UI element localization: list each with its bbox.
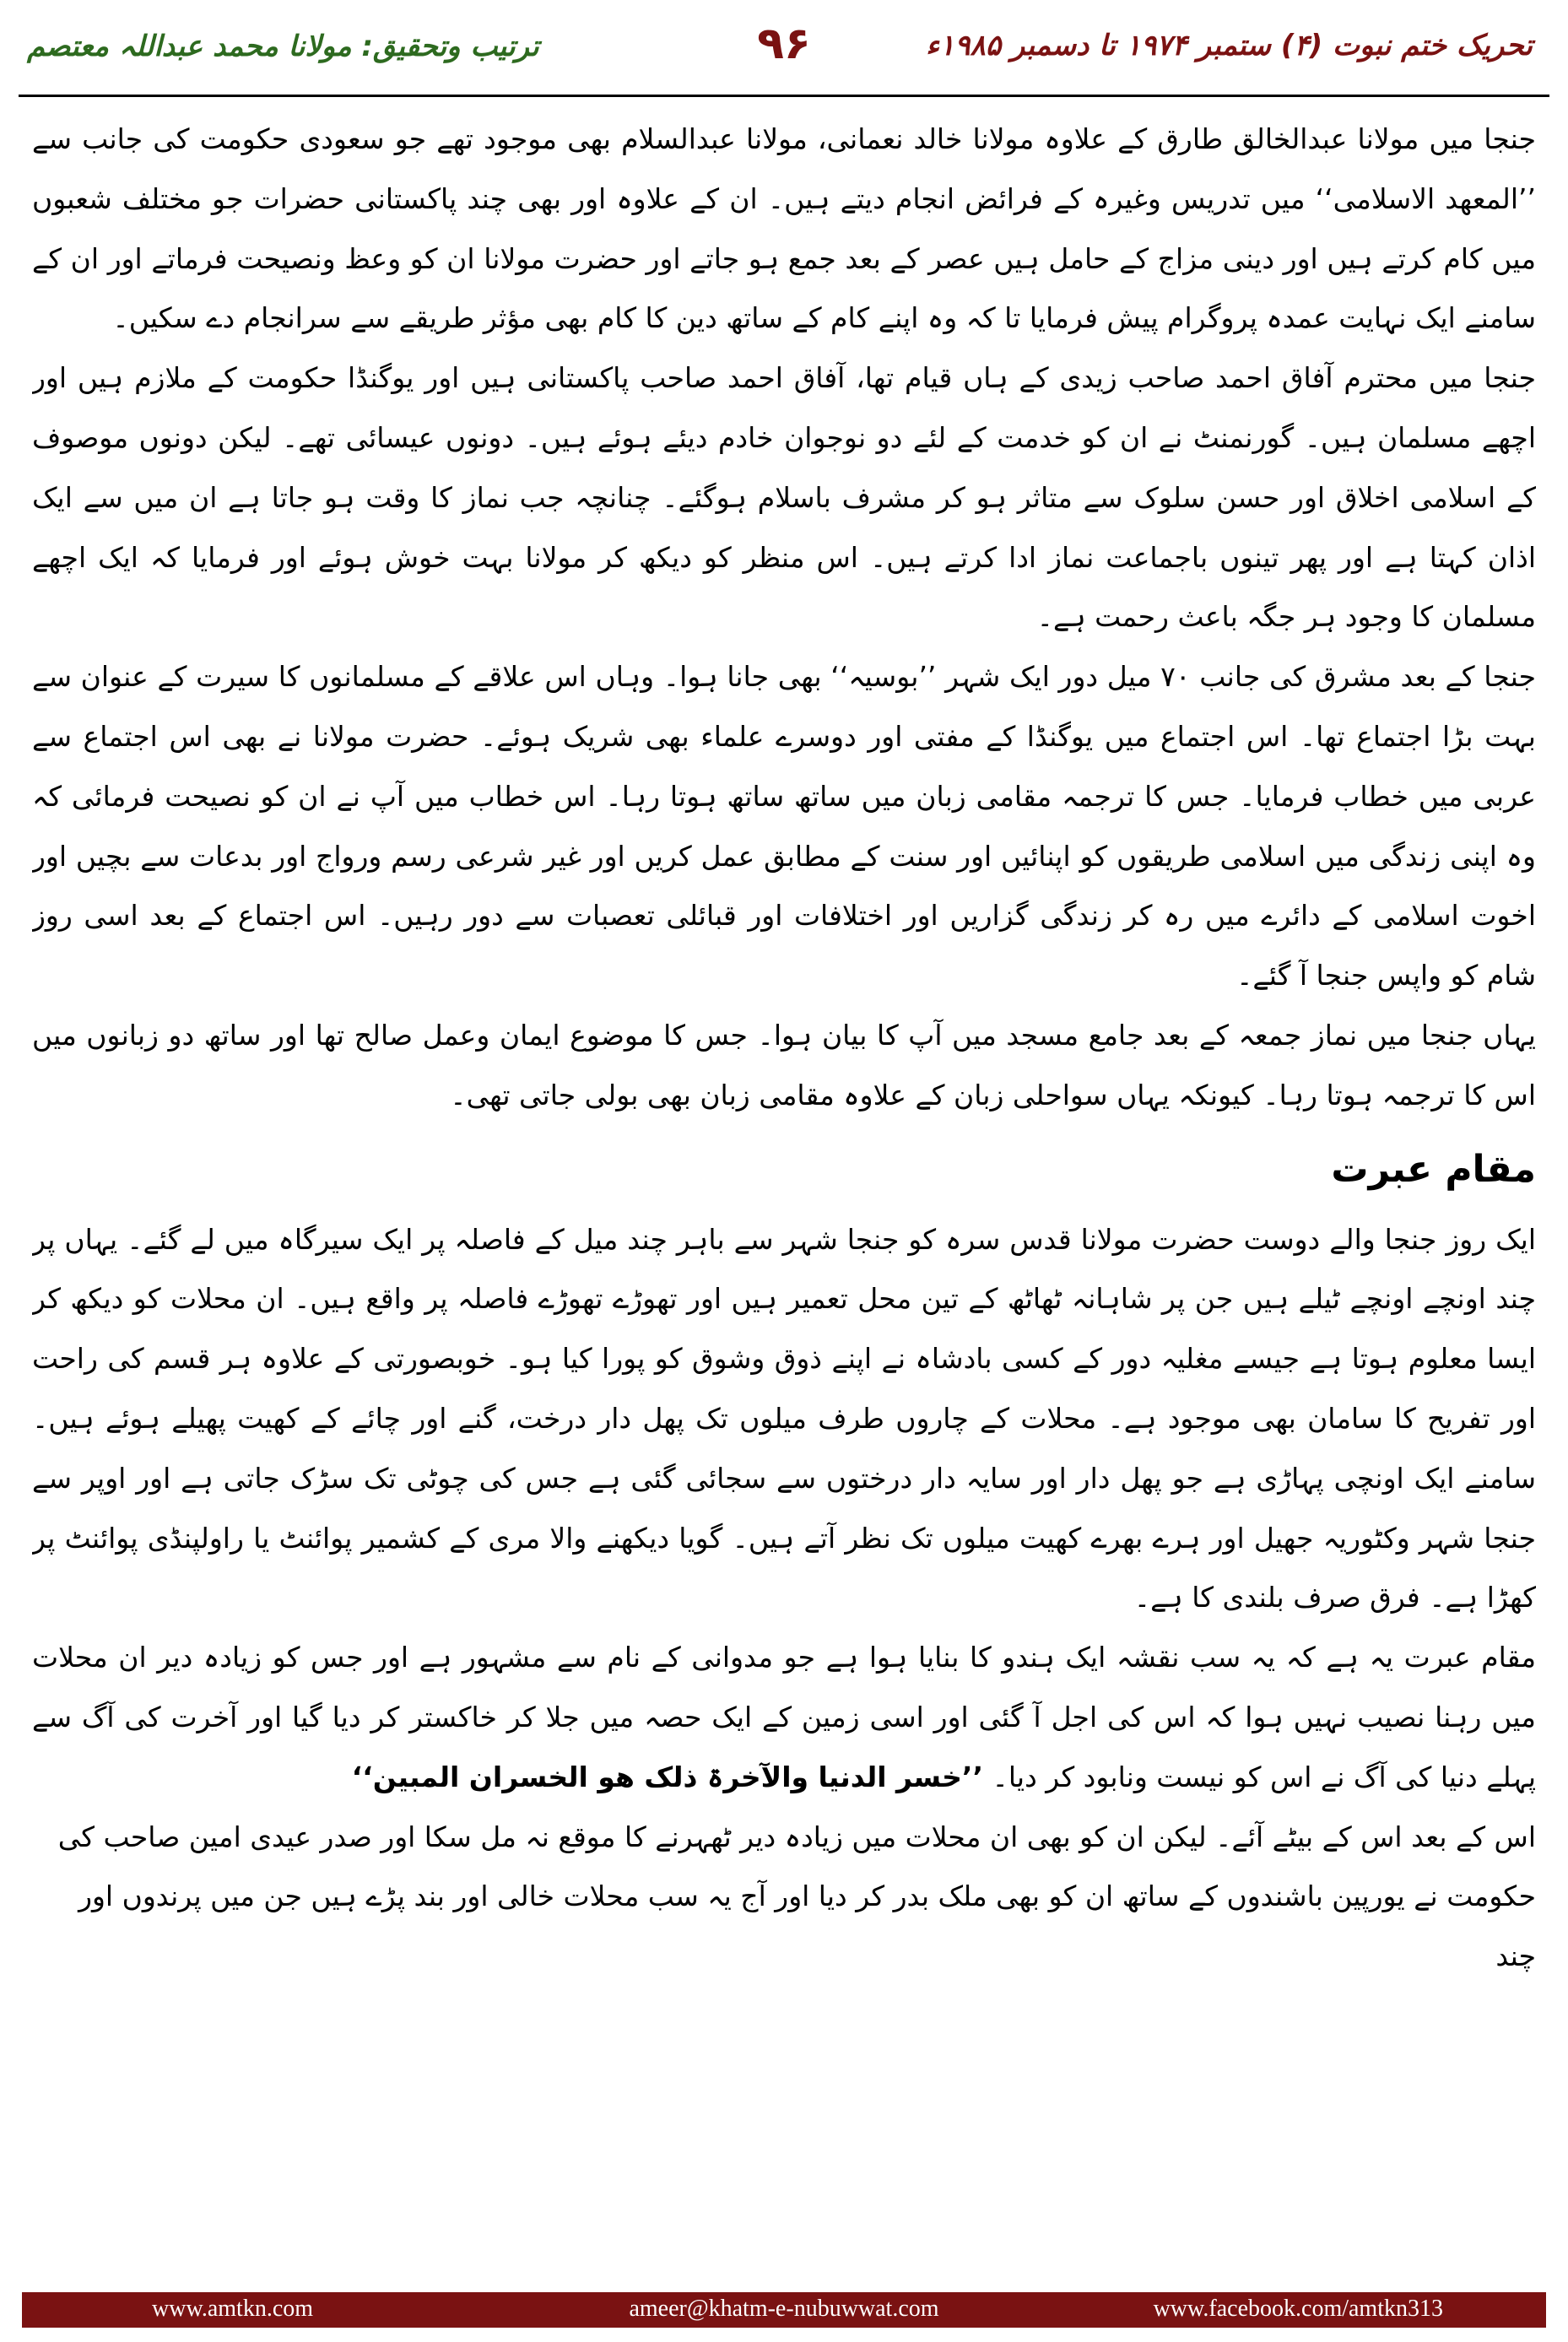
page-number: ۹۶: [757, 19, 811, 69]
page-header: [0, 0, 1568, 100]
book-title: تحریک ختم نبوت (۴) ستمبر ۱۹۷۴ تا دسمبر ۱۹۸۵ء: [926, 29, 1533, 62]
section-heading: مقام عبرت: [1331, 1147, 1536, 1191]
page-body: [32, 110, 1536, 2262]
facebook-link[interactable]: www.facebook.com/amtkn313: [1153, 2296, 1443, 2322]
paragraph: جنجا میں مولانا عبدالخالق طارق کے علاوہ مولانا خالد نعمانی، مولانا عبدالسلام بھی موجود تھے جو سعودی حکومت کی جانب سے ’’المعھد الاسلامی‘‘ میں تدریس وغیرہ کے فرائض انجام دیتے ہیں۔ ان کے علاوہ اور بھی چند پاکستانی حضرات جو مختلف شعبوں میں کام کرتے ہیں اور دینی مزاج کے حامل ہیں عصر کے بعد جمع ہو جاتے اور حضرت مولانا ان کو وعظ ونصیحت فرماتے اور ان کے سامنے ایک نہایت عمدہ پروگرام پیش فرمایا تا کہ وہ اپنے کام کے ساتھ دین کا کام بھی مؤثر طریقے سے سرانجام دے سکیں۔: [32, 122, 1536, 335]
header-divider: [19, 95, 1549, 97]
quranic-quote: ’’خسر الدنیا والآخرۃ ذلک ھو الخسران المبین‘‘: [351, 1760, 983, 1793]
paragraph-text: مقام عبرت یہ ہے کہ یہ سب نقشہ ایک ہندو کا بنایا ہوا ہے جو مدوانی کے نام سے مشہور ہے اور جس کو زیادہ دیر ان محلات میں رہنا نصیب نہیں ہوا کہ اس کی اجل آ گئی اور اسی زمین کے ایک حصہ میں جلا کر خاکستر کر دیا گیا اور آخرت کی آگ سے پہلے دنیا کی آگ نے اس کو نیست ونابود کر دیا۔: [32, 1641, 1536, 1793]
paragraph: جنجا میں محترم آفاق احمد صاحب زیدی کے ہاں قیام تھا، آفاق احمد صاحب پاکستانی ہیں اور یوگنڈا حکومت کے ملازم ہیں اور اچھے مسلمان ہیں۔ گورنمنٹ نے ان کو خدمت کے لئے دو نوجوان خادم دیئے ہوئے ہیں۔ دونوں عیسائی تھے۔ لیکن دونوں موصوف کے اسلامی اخلاق اور حسن سلوک سے متاثر ہو کر مشرف باسلام ہوگئے۔ چنانچہ جب نماز کا وقت ہو جاتا ہے ان میں سے ایک اذان کہتا ہے اور پھر تینوں باجماعت نماز ادا کرتے ہیں۔ اس منظر کو دیکھ کر مولانا بہت خوش ہوئے اور فرمایا کہ ایک اچھے مسلمان کا وجود ہر جگہ باعث رحمت ہے۔: [32, 361, 1536, 634]
paragraph: یہاں جنجا میں نماز جمعہ کے بعد جامع مسجد میں آپ کا بیان ہوا۔ جس کا موضوع ایمان وعمل صالح تھا اور ساتھ دو زبانوں میں اس کا ترجمہ ہوتا رہا۔ کیونکہ یہاں سواحلی زبان کے علاوہ مقامی زبان بھی بولی جاتی تھی۔: [32, 1018, 1536, 1112]
website-link[interactable]: www.amtkn.com: [152, 2296, 314, 2322]
paragraph: اس کے بعد اس کے بیٹے آئے۔ لیکن ان کو بھی ان محلات میں زیادہ دیر ٹھہرنے کا موقع نہ مل سکا اور صدر عیدی امین صاحب کی حکومت نے یورپین باشندوں کے ساتھ ان کو بھی ملک بدر کر دیا اور آج یہ سب محلات خالی اور بند پڑے ہیں جن میں پرندوں اور چند: [57, 1820, 1536, 1973]
compiler-credit: ترتیب وتحقیق: مولانا محمد عبداللہ معتصم: [27, 30, 539, 63]
paragraph: ایک روز جنجا والے دوست حضرت مولانا قدس سرہ کو جنجا شہر سے باہر چند میل کے فاصلہ پر ایک سیرگاہ میں لے گئے۔ یہاں پر چند اونچے اونچے ٹیلے ہیں جن پر شاہانہ ٹھاٹھ کے تین محل تعمیر ہیں اور تھوڑے تھوڑے فاصلہ پر واقع ہیں۔ ان محلات کو دیکھ کر ایسا معلوم ہوتا ہے جیسے مغلیہ دور کے کسی بادشاہ نے اپنے ذوق وشوق کو پورا کیا ہو۔ خوبصورتی کے علاوہ ہر قسم کی راحت اور تفریح کا سامان بھی موجود ہے۔ محلات کے چاروں طرف میلوں تک پھل دار درخت، گنے اور چائے کے کھیت پھیلے ہوئے ہیں۔ سامنے ایک اونچی پہاڑی ہے جو پھل دار اور سایہ دار درختوں سے سجائی گئی ہے جس کی چوٹی تک سڑک جاتی ہے اور اوپر سے جنجا شہر وکٹوریہ جھیل اور ہرے بھرے کھیت میلوں تک نظر آتے ہیں۔ گویا دیکھنے والا مری کے کشمیر پوائنٹ یا راولپنڈی پوائنٹ پر کھڑا ہے۔ فرق صرف بلندی کا ہے۔: [32, 1222, 1536, 1615]
paragraph: [32, 1628, 1536, 1807]
paragraph: جنجا کے بعد مشرق کی جانب ۷۰ میل دور ایک شہر ’’بوسیہ‘‘ بھی جانا ہوا۔ وہاں اس علاقے کے مسلمانوں کا سیرت کے عنوان سے بہت بڑا اجتماع تھا۔ اس اجتماع میں یوگنڈا کے مفتی اور دوسرے علماء بھی شریک ہوئے۔ حضرت مولانا نے بھی اس اجتماع سے عربی میں خطاب فرمایا۔ جس کا ترجمہ مقامی زبان میں ساتھ ساتھ ہوتا رہا۔ اس خطاب میں آپ نے ان کو نصیحت فرمائی کہ وہ اپنی زندگی میں اسلامی طریقوں کو اپنائیں اور سنت کے مطابق عمل کریں اور غیر شرعی رسم ورواج اور بدعات سے بچیں اور اخوت اسلامی کے دائرے میں رہ کر زندگی گزاریں اور اختلافات اور قبائلی تعصبات سے دور رہیں۔ اس اجتماع کے بعد اسی روز شام کو واپس جنجا آ گئے۔: [32, 660, 1536, 993]
email-link[interactable]: ameer@khatm-e-nubuwwat.com: [629, 2296, 939, 2322]
